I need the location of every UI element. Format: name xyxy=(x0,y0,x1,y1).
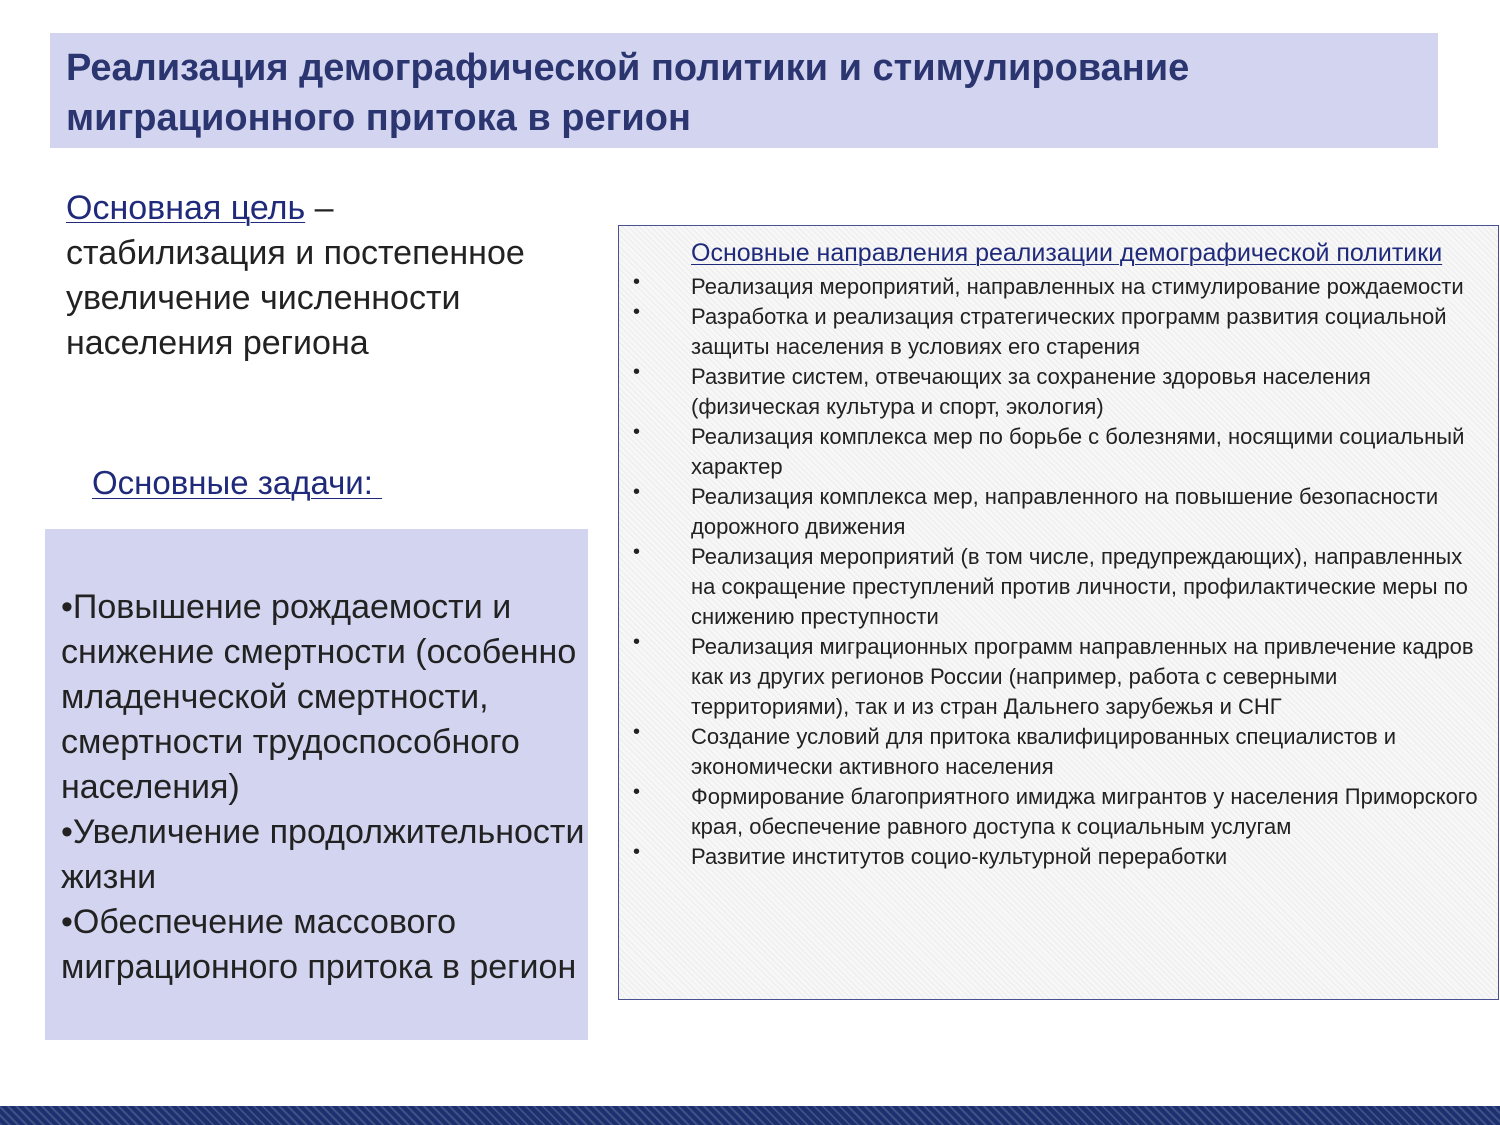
bullet-icon: • xyxy=(633,301,641,323)
direction-item-text: Реализация комплекса мер, направленного на повышение безопасности дорожного движения xyxy=(691,484,1439,539)
bullet-icon: • xyxy=(633,361,641,383)
direction-item xyxy=(619,842,1478,872)
direction-item-text: Реализация мероприятий (в том числе, предупреждающих), направленных на сокращение преступлений против личности, профилактические меры по снижению преступности xyxy=(691,544,1468,629)
direction-item xyxy=(619,422,1478,482)
direction-item-text: Разработка и реализация стратегических программ развития социальной защиты населения в условиях его старения xyxy=(691,304,1447,359)
bullet-icon: • xyxy=(633,781,641,803)
direction-item-text: Создание условий для притока квалифицированных специалистов и экономически активного населения xyxy=(691,724,1397,779)
bullet-icon: • xyxy=(633,541,641,563)
bullet-icon: • xyxy=(633,421,641,443)
direction-item-text: Развитие институтов социо-культурной переработки xyxy=(691,844,1228,869)
footer-bar xyxy=(0,1106,1500,1125)
task-item: •Обеспечение массового миграционного притока в регион xyxy=(61,903,577,986)
direction-item xyxy=(619,632,1478,722)
task-item: •Повышение рождаемости и снижение смертности (особенно младенческой смертности, смертности трудоспособного населения) xyxy=(61,588,577,806)
direction-item-text: Реализация миграционных программ направленных на привлечение кадров как из других регионов России (например, работа с северными территориями), так и из стран Дальнего зарубежья и СНГ xyxy=(691,634,1474,719)
title-banner xyxy=(50,33,1438,148)
task-item: •Увеличение продолжительности жизни xyxy=(61,813,585,896)
slide-title xyxy=(66,43,1422,143)
bullet-icon: • xyxy=(633,841,641,863)
tasks-box xyxy=(45,529,588,1040)
direction-item xyxy=(619,722,1478,782)
slide-title-line-2: миграционного притока в регион xyxy=(66,97,691,139)
bullet-icon: • xyxy=(633,271,641,293)
main-goal-label: Основная цель xyxy=(66,189,306,227)
slide-title-line-1: Реализация демографической политики и стимулирование xyxy=(66,47,1190,89)
direction-item xyxy=(619,272,1478,302)
directions-heading: Основные направления реализации демографической политики xyxy=(691,239,1443,267)
bullet-icon: • xyxy=(633,631,641,653)
direction-item-text: Формирование благоприятного имиджа мигрантов у населения Приморского края, обеспечение равного доступа к социальным услугам xyxy=(691,784,1478,839)
direction-item xyxy=(619,542,1478,632)
directions-list xyxy=(619,272,1478,872)
direction-item xyxy=(619,782,1478,842)
direction-item-text: Реализация мероприятий, направленных на стимулирование рождаемости xyxy=(691,274,1464,299)
main-goal-dash: – xyxy=(305,189,334,227)
direction-item xyxy=(619,482,1478,542)
main-goal xyxy=(66,186,536,366)
directions-panel xyxy=(618,225,1499,1000)
main-goal-text: стабилизация и постепенное увеличение численности населения региона xyxy=(66,234,525,362)
direction-item xyxy=(619,302,1478,362)
bullet-icon: • xyxy=(633,481,641,503)
direction-item-text: Развитие систем, отвечающих за сохранение здоровья населения (физическая культура и спорт, экология) xyxy=(691,364,1371,419)
direction-item-text: Реализация комплекса мер по борьбе с болезнями, носящими социальный характер xyxy=(691,424,1465,479)
tasks-heading: Основные задачи: xyxy=(92,464,383,501)
direction-item xyxy=(619,362,1478,422)
bullet-icon: • xyxy=(633,721,641,743)
